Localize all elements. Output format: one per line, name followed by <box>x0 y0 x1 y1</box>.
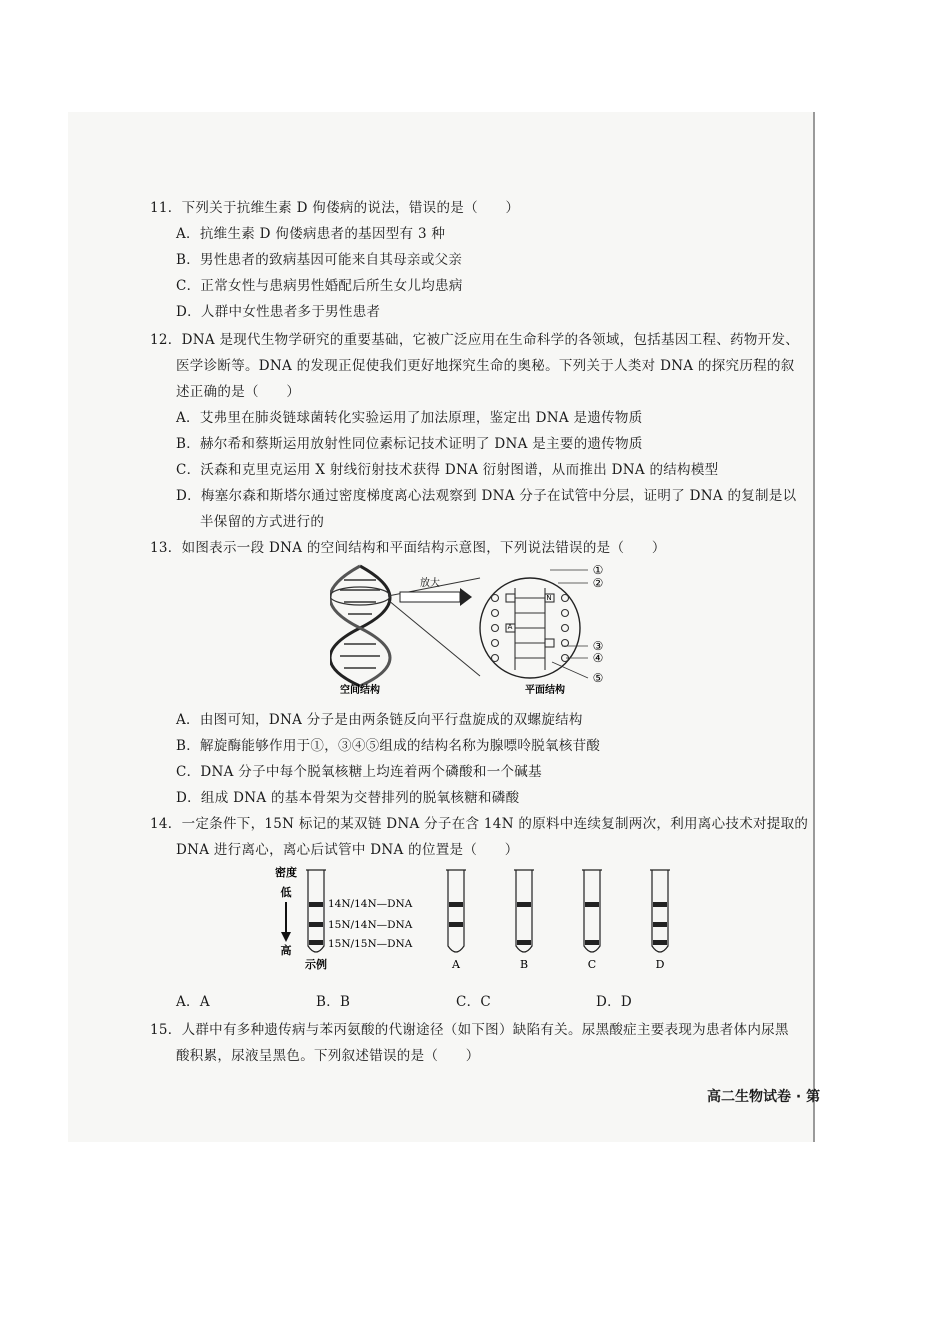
axis-density: 密度 <box>275 866 297 879</box>
example-band-14-14 <box>309 902 323 907</box>
q11-option-b: B．男性患者的致病基因可能来自其母亲或父亲 <box>176 252 463 268</box>
q14-option-a: A．A <box>176 994 210 1010</box>
tube-d-band-top <box>653 902 667 907</box>
q12-stem-line3: 述正确的是（ ） <box>176 384 301 400</box>
enlarge-label: 放大 <box>420 578 440 589</box>
q12-option-d: D．梅塞尔森和斯塔尔通过密度梯度离心法观察到 DNA 分子在试管中分层，证明了 DNA 的复制是以 <box>176 488 797 504</box>
band-label-14-14: 14N/14N—DNA <box>328 898 413 910</box>
band-label-15-14: 15N/14N—DNA <box>328 919 413 931</box>
q12-option-a: A．艾弗里在肺炎链球菌转化实验运用了加法原理，鉴定出 DNA 是遗传物质 <box>176 410 643 426</box>
tube-b-band-bottom <box>517 940 531 945</box>
q13-option-a: A．由图可知，DNA 分子是由两条链反向平行盘旋成的双螺旋结构 <box>176 712 583 728</box>
example-caption: 示例 <box>305 958 327 971</box>
tube-a-band-top <box>449 902 463 907</box>
tube-a-band-mid <box>449 922 463 927</box>
q13-option-b: B．解旋酶能够作用于①，③④⑤组成的结构名称为腺嘌呤脱氧核苷酸 <box>176 738 601 754</box>
spatial-structure-caption: 空间结构 <box>340 685 380 696</box>
q12-stem-line1: 12．DNA 是现代生物学研究的重要基础，它被广泛应用在生命科学的各领域，包括基因工程、药物开发、 <box>150 332 800 348</box>
dna-structure-diagram <box>330 558 620 698</box>
q11-option-d: D．人群中女性患者多于男性患者 <box>176 304 381 320</box>
band-label-15-15: 15N/15N—DNA <box>328 938 413 950</box>
example-band-15-14 <box>309 922 323 927</box>
q12-stem-line2: 医学诊断等。DNA 的发现正促使我们更好地探究生命的奥秘。下列关于人类对 DNA 的探究历程的叙 <box>176 358 795 374</box>
axis-low: 低 <box>280 886 292 899</box>
tube-d-label: D <box>655 958 665 971</box>
q13-option-d: D．组成 DNA 的基本骨架为交替排列的脱氧核糖和磷酸 <box>176 790 520 806</box>
example-band-15-15 <box>309 940 323 945</box>
tube-b-band-top <box>517 902 531 907</box>
q15-stem-line1: 15．人群中有多种遗传病与苯丙氨酸的代谢途径（如下图）缺陷有关。尿黑酸症主要表现为患者体内尿黑 <box>150 1022 789 1038</box>
q12-option-c: C．沃森和克里克运用 X 射线衍射技术获得 DNA 衍射图谱，从而推出 DNA 的结构模型 <box>176 462 719 478</box>
q11-stem: 11．下列关于抗维生素 D 佝偻病的说法，错误的是（ ） <box>150 200 520 216</box>
tube-c-band-bottom <box>585 940 599 945</box>
tube-a-label: A <box>452 958 460 971</box>
marker-3: ③ <box>592 639 604 653</box>
plane-structure-caption: 平面结构 <box>525 685 565 696</box>
tube-c-label: C <box>587 958 597 971</box>
q12-option-d-cont: 半保留的方式进行的 <box>200 514 325 530</box>
q12-option-b: B．赫尔希和蔡斯运用放射性同位素标记技术证明了 DNA 是主要的遗传物质 <box>176 436 643 452</box>
tube-b-label: B <box>519 958 529 971</box>
marker-1: ① <box>592 563 604 577</box>
marker-5: ⑤ <box>592 671 604 685</box>
enlarge-arrow <box>400 592 460 602</box>
tube-c-band-top <box>585 902 599 907</box>
q13-option-c: C．DNA 分子中每个脱氧核糖上均连着两个磷酸和一个碱基 <box>176 764 542 780</box>
centrifuge-tubes-figure <box>272 862 682 974</box>
base-label-a: A <box>507 623 513 631</box>
example-tube <box>306 870 326 952</box>
q13-stem: 13．如图表示一段 DNA 的空间结构和平面结构示意图，下列说法错误的是（ ） <box>150 540 666 556</box>
q14-option-c: C．C <box>456 994 492 1010</box>
marker-4: ④ <box>592 651 604 665</box>
tube-d-band-bottom <box>653 940 667 945</box>
q15-stem-line2: 酸积累，尿液呈黑色。下列叙述错误的是（ ） <box>176 1048 480 1064</box>
page-footer: 高二生物试卷 · 第 <box>707 1089 821 1105</box>
q11-option-c: C．正常女性与患病男性婚配后所生女儿均患病 <box>176 278 463 294</box>
axis-high: 高 <box>280 944 292 957</box>
q11-option-a: A．抗维生素 D 佝偻病患者的基因型有 3 种 <box>176 226 446 242</box>
q14-stem-line2: DNA 进行离心，离心后试管中 DNA 的位置是（ ） <box>176 842 519 858</box>
q14-option-d: D．D <box>596 994 633 1010</box>
tube-d-band-mid <box>653 922 667 927</box>
base-label-n: N <box>546 594 552 602</box>
q14-option-b: B．B <box>316 994 351 1010</box>
q14-stem-line1: 14．一定条件下，15N 标记的某双链 DNA 分子在含 14N 的原料中连续复制两次，利用离心技术对提取的 <box>150 816 809 832</box>
marker-2: ② <box>592 576 604 590</box>
